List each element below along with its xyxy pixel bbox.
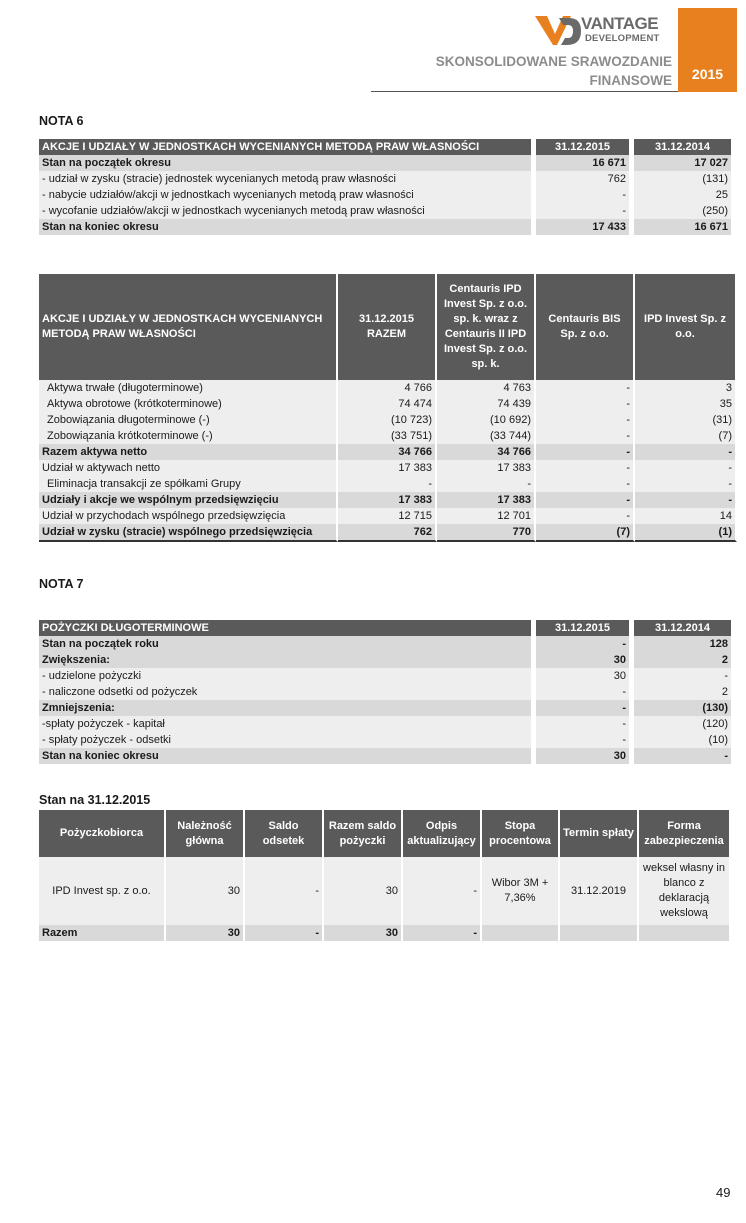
table-row (39, 219, 731, 235)
cell-value: - (635, 476, 737, 492)
collateral-cell: weksel własny in blanco z deklaracją wekslową (639, 857, 731, 925)
table-row (39, 857, 731, 925)
cell-value: 762 (338, 524, 437, 542)
cell-value: 30 (536, 748, 629, 764)
cell-value: - (536, 684, 629, 700)
cell-value: - (536, 476, 635, 492)
column-header: Centauris BIS Sp. z o.o. (536, 274, 635, 380)
table-header-row (39, 274, 737, 380)
table-row (39, 155, 731, 171)
interest-rate-cell: Wibor 3M + 7,36% (482, 857, 560, 925)
cell-value: - (536, 203, 629, 219)
cell-value: 14 (635, 508, 737, 524)
loan-details-table (39, 810, 731, 941)
column-header: 31.12.2014 (634, 139, 731, 155)
cell-value: 74 439 (437, 396, 536, 412)
row-label: Zwiększenia: (39, 652, 531, 668)
row-label: - wycofanie udziałów/akcji w jednostkach wycenianych metodą praw własności (39, 203, 531, 219)
table-row (39, 652, 731, 668)
column-header: Należność główna (166, 810, 245, 857)
row-label: Aktywa trwałe (długoterminowe) (39, 380, 338, 396)
table-row (39, 476, 737, 492)
cell-value: - (635, 492, 737, 508)
table-row (39, 460, 737, 476)
report-title-line2: FINANSOWE (589, 73, 672, 88)
row-label: Udział w aktywach netto (39, 460, 338, 476)
cell-value: - (536, 380, 635, 396)
table-row (39, 171, 731, 187)
cell-value: 17 383 (338, 460, 437, 476)
cell-value (639, 925, 731, 941)
cell-value: 4 766 (338, 380, 437, 396)
nota7-label: NOTA 7 (39, 577, 84, 591)
row-label: Stan na początek okresu (39, 155, 531, 171)
cell-value: - (536, 492, 635, 508)
cell-value: - (245, 925, 324, 941)
cell-value: 30 (536, 668, 629, 684)
page-number: 49 (716, 1185, 731, 1200)
row-label: - udzielone pożyczki (39, 668, 531, 684)
cell-value: - (338, 476, 437, 492)
cell-value: 74 474 (338, 396, 437, 412)
table-header-row (39, 810, 731, 857)
equity-investments-table (39, 139, 731, 235)
table-row (39, 925, 731, 941)
nota6-label: NOTA 6 (39, 114, 84, 128)
column-header: Termin spłaty (560, 810, 639, 857)
column-header: Saldo odsetek (245, 810, 324, 857)
table-row (39, 492, 737, 508)
balance-subheading: Stan na 31.12.2015 (39, 793, 151, 807)
cell-value: - (245, 857, 324, 925)
cell-value: - (536, 460, 635, 476)
cell-value: - (536, 412, 635, 428)
cell-value: - (536, 700, 629, 716)
cell-value: 770 (437, 524, 536, 542)
cell-value: 12 701 (437, 508, 536, 524)
cell-value: (120) (634, 716, 731, 732)
cell-value: 17 383 (437, 492, 536, 508)
column-header: IPD Invest Sp. z o.o. (635, 274, 737, 380)
report-year: 2015 (691, 66, 724, 82)
cell-value: - (635, 460, 737, 476)
table-header-row (39, 139, 731, 155)
column-header: AKCJE I UDZIAŁY W JEDNOSTKACH WYCENIANYCH METODĄ PRAW WŁASNOŚCI (39, 274, 338, 380)
table-row (39, 428, 737, 444)
cell-value: 17 027 (634, 155, 731, 171)
row-label: Udział w przychodach wspólnego przedsięwzięcia (39, 508, 338, 524)
row-label: Stan na koniec okresu (39, 748, 531, 764)
cell-value: 16 671 (634, 219, 731, 235)
cell-value: 30 (166, 857, 245, 925)
cell-value: - (536, 716, 629, 732)
cell-value: (7) (536, 524, 635, 542)
column-header: AKCJE I UDZIAŁY W JEDNOSTKACH WYCENIANYCH METODĄ PRAW WŁASNOŚCI (39, 139, 531, 155)
row-label: -spłaty pożyczek - kapitał (39, 716, 531, 732)
cell-value: - (536, 396, 635, 412)
row-label: - nabycie udziałów/akcji w jednostkach wycenianych metodą praw własności (39, 187, 531, 203)
cell-value: - (536, 428, 635, 444)
table-row (39, 636, 731, 652)
row-label: Razem aktywa netto (39, 444, 338, 460)
row-label: - udział w zysku (stracie) jednostek wycenianych metodą praw własności (39, 171, 531, 187)
cell-value: - (403, 857, 482, 925)
row-label: Zobowiązania długoterminowe (-) (39, 412, 338, 428)
page-header (0, 0, 746, 96)
cell-value: 30 (536, 652, 629, 668)
cell-value: - (536, 732, 629, 748)
row-label: Zmniejszenia: (39, 700, 531, 716)
column-header: POŻYCZKI DŁUGOTERMINOWE (39, 620, 531, 636)
maturity-cell: 31.12.2019 (560, 857, 639, 925)
column-header: Razem saldo pożyczki (324, 810, 403, 857)
joint-venture-table (39, 274, 737, 542)
table-row (39, 203, 731, 219)
cell-value: - (536, 187, 629, 203)
column-header: 31.12.2014 (634, 620, 731, 636)
cell-value: (1) (635, 524, 737, 542)
cell-value: 35 (635, 396, 737, 412)
cell-value: 128 (634, 636, 731, 652)
cell-value: 30 (166, 925, 245, 941)
row-label: Udział w zysku (stracie) wspólnego przedsięwzięcia (39, 524, 338, 542)
table-row (39, 732, 731, 748)
cell-value: 25 (634, 187, 731, 203)
cell-value: 34 766 (338, 444, 437, 460)
long-term-loans-table (39, 620, 731, 764)
column-header: Pożyczkobiorca (39, 810, 166, 857)
row-label: Udziały i akcje we wspólnym przedsięwzięciu (39, 492, 338, 508)
table-row (39, 716, 731, 732)
vd-logo-icon (535, 12, 583, 48)
table-row (39, 700, 731, 716)
table-row (39, 380, 737, 396)
cell-value: (31) (635, 412, 737, 428)
column-header: Odpis aktualizujący (403, 810, 482, 857)
row-label: Aktywa obrotowe (krótkoterminowe) (39, 396, 338, 412)
row-label: - naliczone odsetki od pożyczek (39, 684, 531, 700)
row-label: - spłaty pożyczek - odsetki (39, 732, 531, 748)
company-logo (535, 12, 667, 48)
cell-value: 30 (324, 925, 403, 941)
table-row (39, 668, 731, 684)
table-row (39, 524, 737, 542)
row-label: Zobowiązania krótkoterminowe (-) (39, 428, 338, 444)
cell-value: 17 383 (437, 460, 536, 476)
table-row (39, 508, 737, 524)
cell-value: (10 692) (437, 412, 536, 428)
cell-value: - (536, 444, 635, 460)
cell-value: - (634, 748, 731, 764)
cell-value: (33 751) (338, 428, 437, 444)
table-row (39, 396, 737, 412)
cell-value: (7) (635, 428, 737, 444)
table-header-row (39, 620, 731, 636)
cell-value: (33 744) (437, 428, 536, 444)
report-title-line1: SKONSOLIDOWANE SRAWOZDANIE (435, 54, 672, 69)
cell-value: - (536, 508, 635, 524)
cell-value: (10) (634, 732, 731, 748)
logo-vantage-text: VANTAGE (581, 14, 659, 33)
cell-value: - (635, 444, 737, 460)
cell-value: 17 433 (536, 219, 629, 235)
column-header: Centauris IPD Invest Sp. z o.o. sp. k. wraz z Centauris II IPD Invest Sp. z o.o. sp. k. (437, 274, 536, 380)
cell-value: 12 715 (338, 508, 437, 524)
cell-value: - (437, 476, 536, 492)
cell-value: - (536, 636, 629, 652)
cell-value: 762 (536, 171, 629, 187)
table-row (39, 748, 731, 764)
cell-value: - (634, 668, 731, 684)
row-label: Stan na początek roku (39, 636, 531, 652)
cell-value: 2 (634, 652, 731, 668)
cell-value: - (403, 925, 482, 941)
borrower-cell: IPD Invest sp. z o.o. (39, 857, 166, 925)
table-row (39, 684, 731, 700)
cell-value: (10 723) (338, 412, 437, 428)
cell-value: (250) (634, 203, 731, 219)
row-label: Stan na koniec okresu (39, 219, 531, 235)
table-row (39, 187, 731, 203)
row-label: Eliminacja transakcji ze spółkami Grupy (39, 476, 338, 492)
cell-value: 17 383 (338, 492, 437, 508)
cell-value: 30 (324, 857, 403, 925)
logo-development-text: DEVELOPMENT (585, 33, 660, 44)
cell-value: 34 766 (437, 444, 536, 460)
cell-value: (131) (634, 171, 731, 187)
cell-value: 2 (634, 684, 731, 700)
table-row (39, 444, 737, 460)
column-header: 31.12.2015 (536, 139, 629, 155)
column-header: Forma zabezpieczenia (639, 810, 731, 857)
header-divider (371, 91, 678, 92)
cell-value: 3 (635, 380, 737, 396)
cell-value (560, 925, 639, 941)
cell-value: (130) (634, 700, 731, 716)
cell-value: 4 763 (437, 380, 536, 396)
cell-value (482, 925, 560, 941)
report-title (436, 52, 672, 90)
column-header: 31.12.2015 (536, 620, 629, 636)
year-box (678, 8, 737, 92)
row-label: Razem (39, 925, 166, 941)
cell-value: 16 671 (536, 155, 629, 171)
table-row (39, 412, 737, 428)
column-header: Stopa procentowa (482, 810, 560, 857)
column-header: 31.12.2015 RAZEM (338, 274, 437, 380)
